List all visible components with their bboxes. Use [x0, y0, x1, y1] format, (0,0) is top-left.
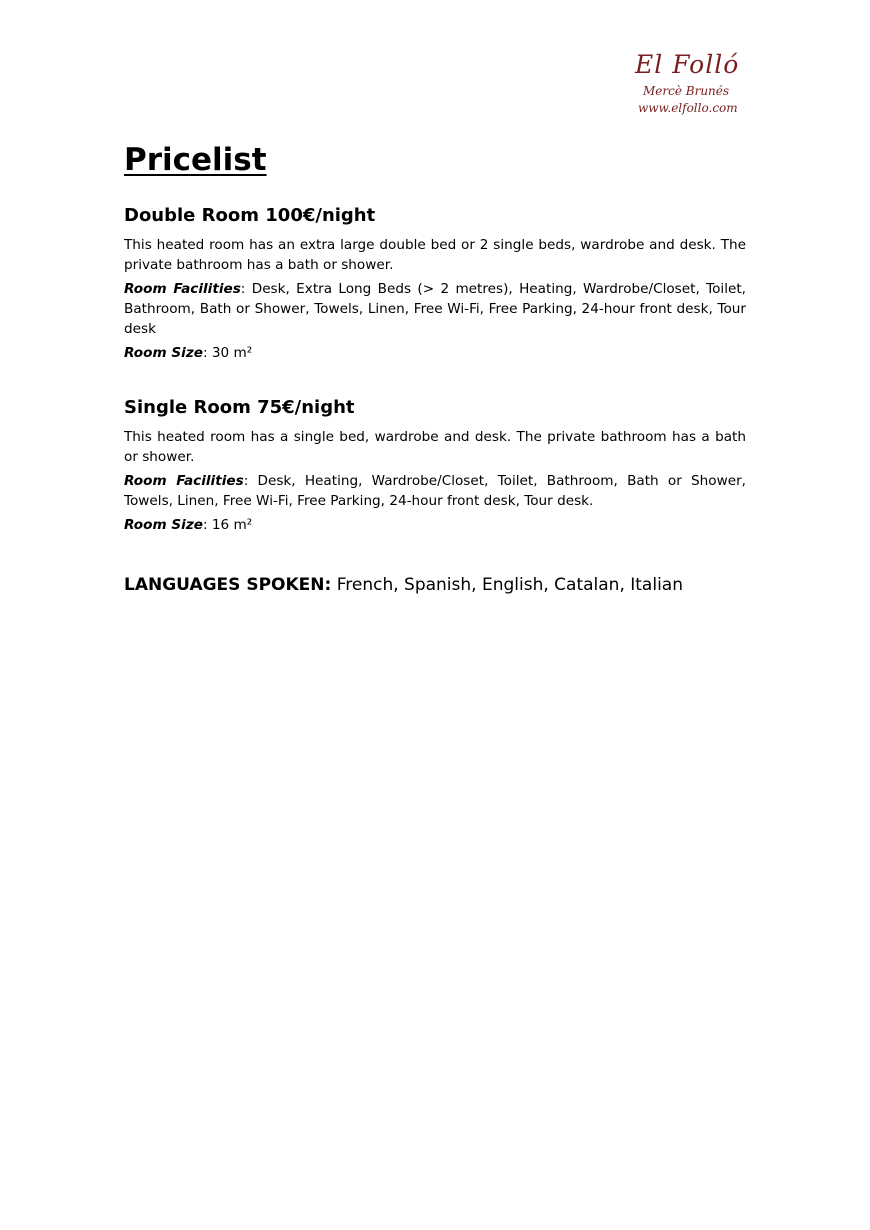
- room-heading: Single Room 75€/night: [124, 397, 355, 418]
- room-heading: Double Room 100€/night: [124, 205, 376, 226]
- logo-url: www.elfollo.com: [638, 101, 738, 115]
- room-facilities-label: Room Facilities: [124, 281, 241, 297]
- room-facilities-value: : Desk, Heating, Wardrobe/Closet, Toilet, Bathroom, Bath or Shower, Towels, Linen, Free Wi-Fi, Free Parking, 24-hour front desk, Tour desk.: [124, 473, 746, 509]
- room-facilities-label: Room Facilities: [124, 473, 244, 489]
- languages-spoken: [124, 573, 683, 597]
- room-facilities: [124, 279, 746, 339]
- room-size: [124, 515, 746, 535]
- room-description: This heated room has a single bed, wardrobe and desk. The private bathroom has a bath or shower.: [124, 429, 746, 465]
- room-facilities: [124, 471, 746, 511]
- room-size-value: : 16 m²: [202, 517, 253, 533]
- room-size-value: : 30 m²: [202, 345, 253, 361]
- room-size-label: Room Size: [124, 517, 203, 533]
- languages-value: French, Spanish, English, Catalan, Italian: [331, 575, 683, 595]
- room-size-label: Room Size: [124, 345, 203, 361]
- room-section-double: [124, 204, 746, 367]
- room-size: [124, 343, 746, 363]
- page-title: Pricelist: [124, 142, 267, 178]
- languages-label: LANGUAGES SPOKEN:: [124, 575, 332, 595]
- room-facilities-value: : Desk, Extra Long Beds (> 2 metres), Heating, Wardrobe/Closet, Toilet, Bathroom, Bath or Shower, Towels, Linen, Free Wi-Fi, Free Parking, 24-hour front desk, Tour desk: [124, 281, 746, 337]
- logo-subtitle: Mercè Brunés: [643, 84, 730, 98]
- room-section-single: [124, 396, 746, 539]
- room-description: This heated room has an extra large double bed or 2 single beds, wardrobe and desk. The private bathroom has a bath or shower.: [124, 237, 746, 273]
- logo-name: El Folló: [635, 50, 740, 79]
